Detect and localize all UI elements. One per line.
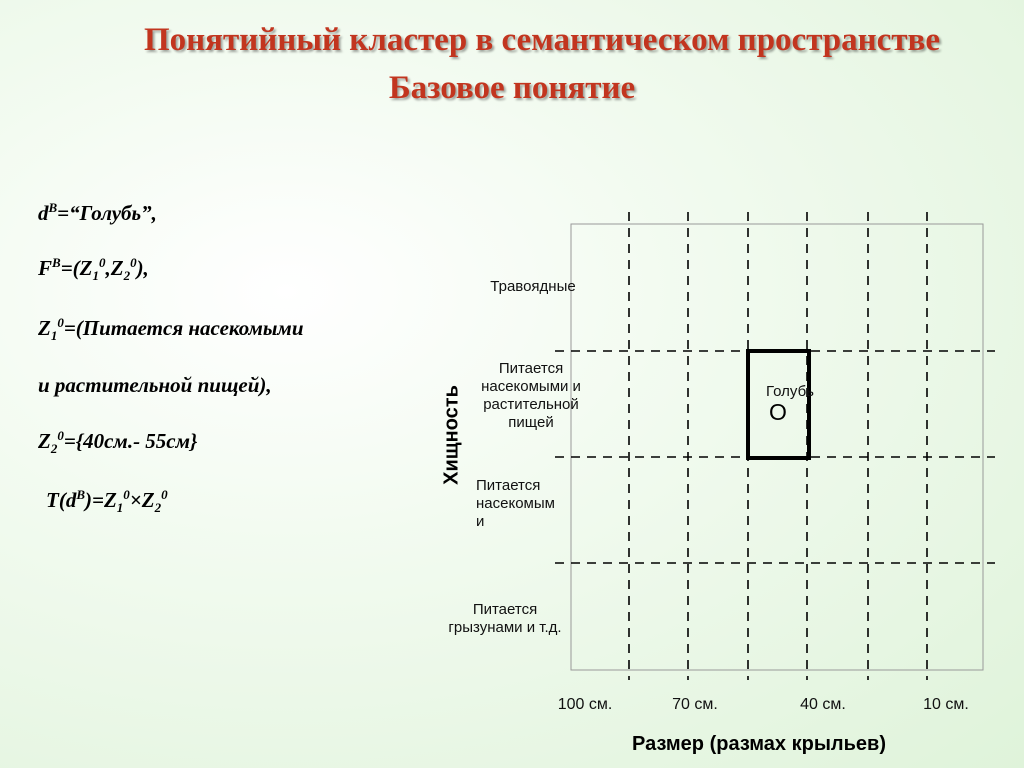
x-tick-100: 100 см. (557, 696, 613, 713)
grid-frame (571, 224, 983, 670)
formula-dB: $d^B=“Голубь$”, (38, 200, 157, 225)
row-label-rodents: Питается грызунами и т.д. (448, 601, 562, 636)
formula-Z1-continued: и растительной пищей), (38, 373, 272, 397)
formula-Z2: $Z_2^0=\{40см.-$ 55см} (38, 428, 198, 457)
x-tick-70: 70 см. (672, 696, 718, 713)
x-tick-40: 40 см. (800, 696, 846, 713)
row-label-herbivores: Травоядные (490, 278, 576, 295)
y-axis-title: Хищность (440, 385, 463, 485)
title-line-1: Понятийный кластер в семантическом пространстве (143, 22, 940, 58)
row-label-insects: Питается насекомым и (476, 477, 555, 530)
pigeon-point-marker: O (769, 399, 787, 425)
row-label-insects-plants: Питается насекомыми и растительной пищей (481, 360, 581, 431)
formula-T: $T(d^B)=Z_1^0\times Z_2^0$ (46, 487, 168, 516)
formula-FB: $F^B=(Z_1^0,Z_2^0)$, (38, 255, 149, 284)
title-line-2: Базовое понятие (388, 70, 636, 106)
x-axis-title: Размер (размах крыльев) (632, 733, 886, 755)
x-tick-10: 10 см. (923, 696, 969, 713)
pigeon-label: Голубь (766, 383, 814, 400)
formula-Z1: $Z_1^0=(Питается$ насекомыми (38, 315, 304, 344)
